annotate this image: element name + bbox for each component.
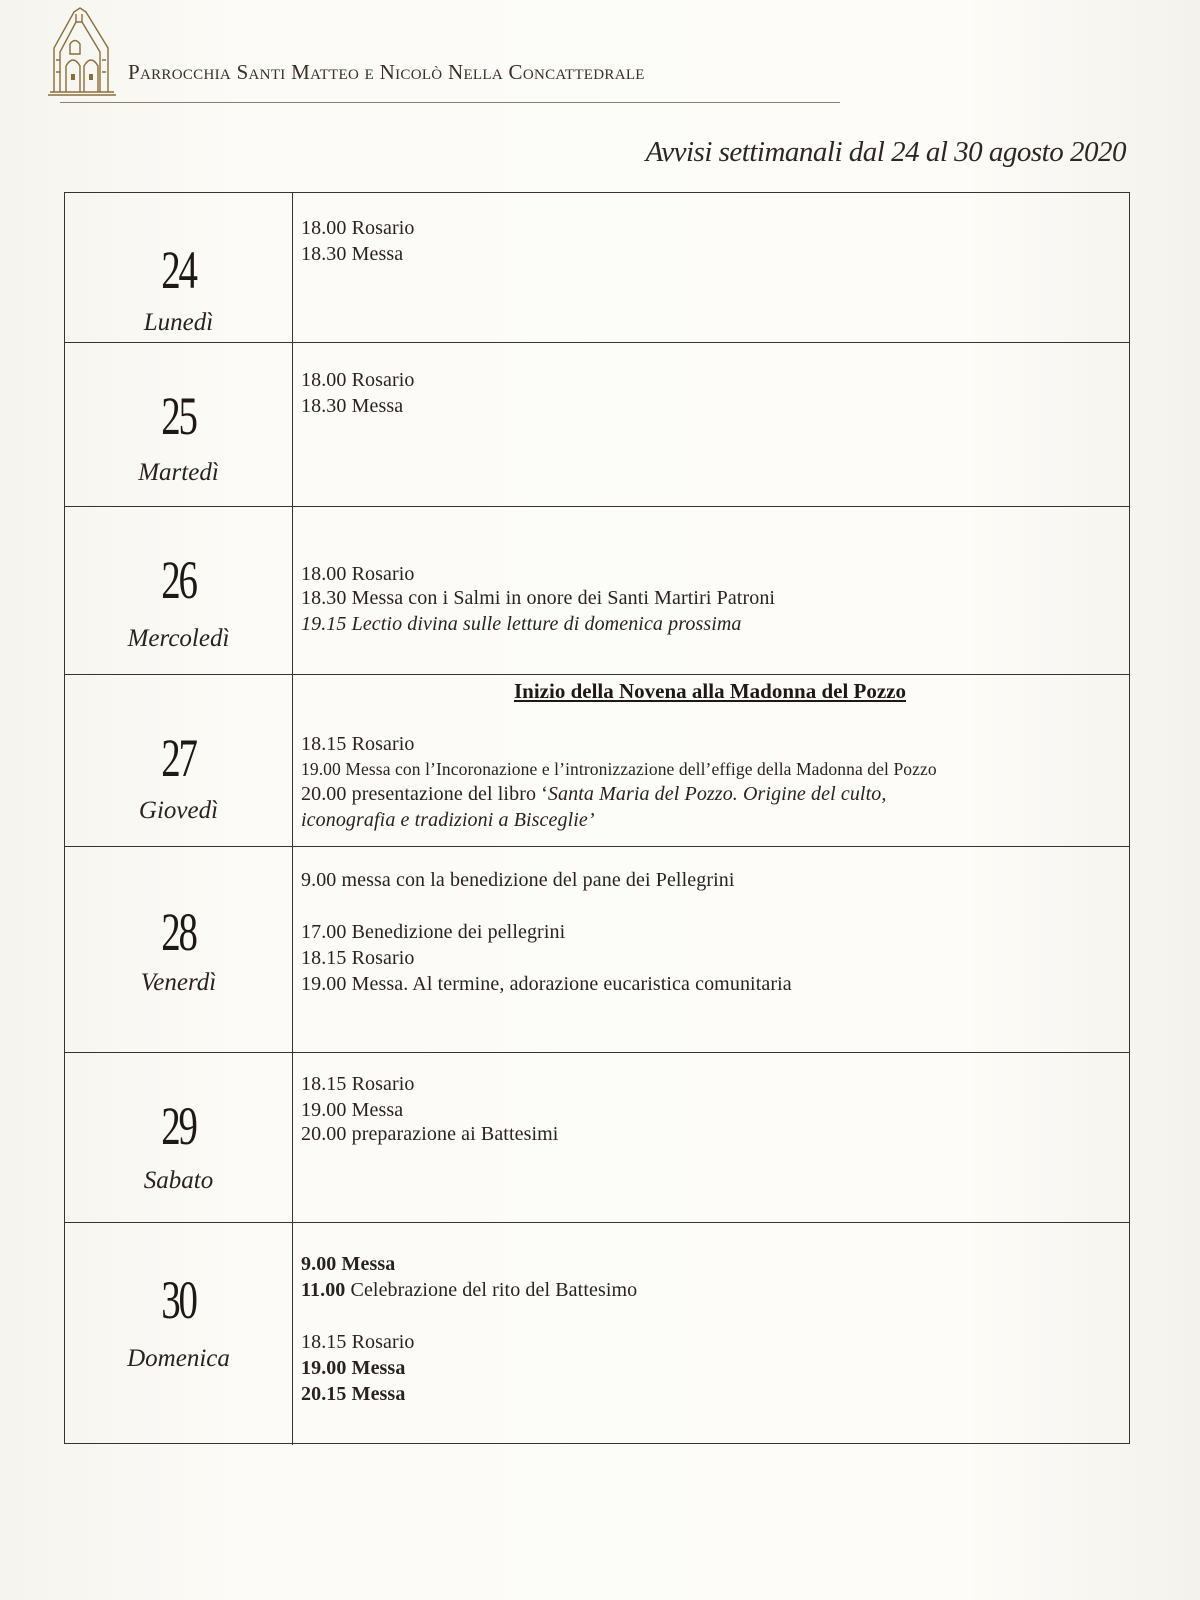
event-text: 20.00 presentazione del libro ‘ [301,783,548,805]
schedule-row-25 [65,343,1129,507]
event-line: 18.00 Rosario [301,217,415,239]
day-cell [65,1053,293,1222]
event-line: 18.00 Rosario [301,369,415,391]
event-line [301,783,886,806]
event-line: 19.00 Messa. Al termine, adorazione eucaristica comunitaria [301,973,792,995]
event-time: 11.00 [301,1279,346,1301]
schedule-row-30 [65,1223,1129,1445]
events-cell [301,1223,1119,1445]
event-line: 17.00 Benedizione dei pellegrini [301,921,566,943]
events-cell [301,675,1119,846]
day-number: 30 [161,1270,196,1330]
event-line: 18.30 Messa [301,243,404,265]
day-name: Domenica [127,1345,230,1372]
day-cell [65,193,293,342]
day-name: Giovedì [138,797,219,824]
day-name: Lunedì [143,309,214,336]
event-line: 18.30 Messa con i Salmi in onore dei Santi Martiri Patroni [301,587,776,609]
event-line: 19.15 Lectio divina sulle letture di domenica prossima [301,613,742,635]
day-cell [65,343,293,506]
day-cell [65,507,293,674]
day-number: 24 [161,240,196,300]
event-line: 9.00 messa con la benedizione del pane dei Pellegrini [301,869,735,891]
day-cell [65,847,293,1052]
event-line: 19.00 Messa [301,1357,406,1379]
day-number: 27 [161,728,196,788]
day-number: 26 [161,550,196,610]
day-number: 29 [161,1096,196,1156]
event-line: 20.00 preparazione ai Battesimi [301,1123,559,1145]
day-name: Sabato [143,1167,214,1194]
events-cell [301,193,1119,342]
event-line: 18.15 Rosario [301,947,415,969]
event-line: 18.15 Rosario [301,1073,415,1095]
event-line: iconografia e tradizioni a Bisceglie’ [301,809,595,831]
event-text: Celebrazione del rito del Battesimo [345,1279,638,1301]
novena-heading: Inizio della Novena alla Madonna del Pozzo [513,679,906,703]
event-line [301,1279,637,1302]
event-line: 18.15 Rosario [301,1331,415,1353]
events-cell [301,507,1119,674]
weekly-schedule-table [64,192,1130,1444]
day-number: 25 [161,386,196,446]
event-line: 19.00 Messa con l’Incoronazione e l’intronizzazione dell’effige della Madonna del Pozzo [301,759,937,779]
header-divider [60,102,840,103]
day-name: Mercoledì [127,625,230,652]
events-cell [301,847,1119,1052]
day-cell [65,1223,293,1445]
schedule-row-26 [65,507,1129,675]
events-cell [301,343,1119,506]
book-title: Santa Maria del Pozzo. Origine del culto, [547,783,887,805]
day-name: Martedì [138,459,219,486]
day-cell [65,675,293,846]
schedule-row-29 [65,1053,1129,1223]
event-line: 20.15 Messa [301,1383,406,1405]
event-line: 18.30 Messa [301,395,404,417]
schedule-row-28 [65,847,1129,1053]
day-name: Venerdì [140,969,217,996]
event-line: 9.00 Messa [301,1253,396,1275]
event-line: 18.15 Rosario [301,733,415,755]
notice-title: Avvisi settimanali dal 24 al 30 agosto 2020 [645,136,1126,168]
church-logo-icon [46,4,118,96]
event-line: 18.00 Rosario [301,563,415,585]
day-number: 28 [161,902,196,962]
event-line: 19.00 Messa [301,1099,404,1121]
schedule-row-27 [65,675,1129,847]
events-cell [301,1053,1119,1222]
schedule-row-24 [65,193,1129,343]
parish-name: Parrocchia Santi Matteo e Nicolò Nella Concattedrale [128,60,645,84]
